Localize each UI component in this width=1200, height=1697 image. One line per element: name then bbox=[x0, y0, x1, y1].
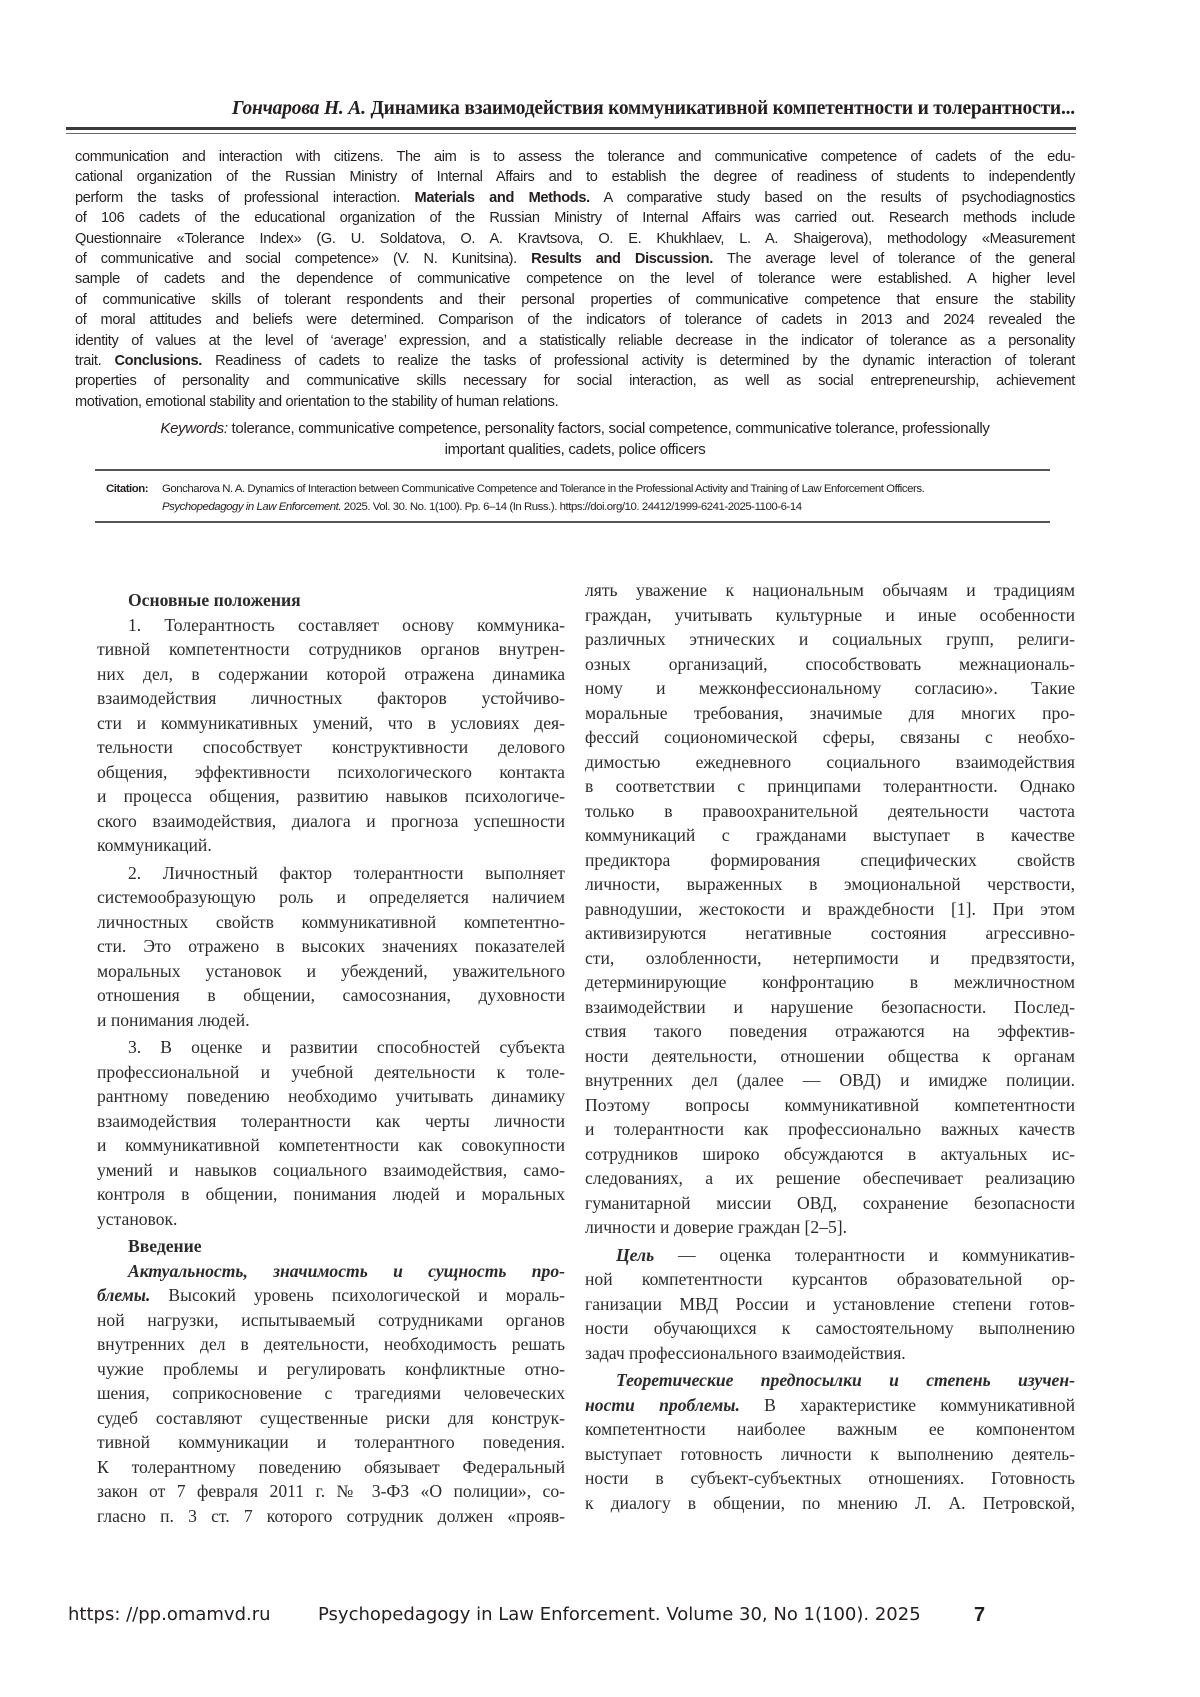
header-rule-thick bbox=[66, 127, 1076, 130]
text-line: фессий социономической сферы, связаны с необхо- bbox=[585, 725, 1075, 750]
citation-journal: Psychopedagogy in Law Enforcement. bbox=[162, 501, 341, 513]
paragraph bbox=[97, 613, 565, 858]
text-line: of 106 cadets of the educational organization of the Russian Ministry of Internal Affairs was carried out. Research methods include bbox=[75, 208, 1075, 228]
footer-url[interactable]: https: //pp.omamvd.ru bbox=[68, 1604, 271, 1625]
paragraph bbox=[97, 861, 565, 1033]
header-rule-thin bbox=[66, 133, 1076, 134]
text-line: Поэтому вопросы коммуникативной компетентности bbox=[585, 1093, 1075, 1118]
text-line: озных организаций, способствовать межнациональ- bbox=[585, 652, 1075, 677]
text-run: The average level of tolerance of the general bbox=[713, 251, 1075, 267]
text-line: только в правоохранительной деятельности частота bbox=[585, 799, 1075, 824]
text-line: К толерантному поведению обязывает Федеральный bbox=[97, 1455, 565, 1480]
text-line: cational organization of the Russian Ministry of Internal Affairs and to establish the degree of readiness of students to independently bbox=[75, 167, 1075, 187]
page-number: 7 bbox=[974, 1604, 985, 1627]
text-line bbox=[75, 249, 1075, 269]
text-line: ствия такого поведения отражаются на эффектив- bbox=[585, 1019, 1075, 1044]
text-run: trait. bbox=[75, 353, 114, 369]
text-line: взаимодействия личностных факторов устойчиво- bbox=[97, 686, 565, 711]
text-line: тивной коммуникации и толерантного поведения. bbox=[97, 1430, 565, 1455]
text-run: A comparative study based on the results of psychodiagnostics bbox=[590, 190, 1075, 206]
text-line: ского взаимодействия, диалога и прогноза успешности bbox=[97, 809, 565, 834]
text-line: тивной компетентности сотрудников органов внутрен- bbox=[97, 637, 565, 662]
text-run: Readiness of cadets to realize the tasks of professional activity is determined by the dynamic interaction of tolerant bbox=[202, 353, 1075, 369]
paragraph bbox=[585, 1243, 1075, 1366]
text-line: тельности способствует конструктивности делового bbox=[97, 735, 565, 760]
text-line: сти, озлобленности, нетерпимости и предвзятости, bbox=[585, 946, 1075, 971]
text-line: и коммуникативной компетентности как совокупности bbox=[97, 1133, 565, 1158]
citation-text-line-2: 2025. Vol. 30. No. 1(100). Pp. 6–14 (In Russ.). https://doi.org/10. 24412/1999-6241-2025-1100-6-14 bbox=[341, 501, 802, 513]
text-line: предиктора формирования специфических свойств bbox=[585, 848, 1075, 873]
right-column bbox=[585, 578, 1075, 1518]
text-line: ному и межконфессиональному согласию». Такие bbox=[585, 676, 1075, 701]
text-run: В характеристике коммуникативной bbox=[740, 1395, 1075, 1415]
text-line bbox=[585, 1368, 1075, 1393]
bold-italic-run: блемы. bbox=[97, 1285, 150, 1305]
text-line: шения, соприкосновение с трагедиями человеческих bbox=[97, 1381, 565, 1406]
text-line: 1. Толерантность составляет основу коммуника- bbox=[97, 613, 565, 638]
text-line: identity of values at the level of ‘average’ expression, and a statistically reliable decrease in the indicator of tolerance as a personality bbox=[75, 331, 1075, 351]
text-line: общения, эффективности психологического контакта bbox=[97, 760, 565, 785]
text-line: коммуникаций. bbox=[97, 833, 565, 858]
text-line: ности обучающихся к самостоятельному выполнению bbox=[585, 1316, 1075, 1341]
citation-rule-bottom bbox=[95, 521, 1050, 523]
text-line: ганизации МВД России и установление степени готов- bbox=[585, 1292, 1075, 1317]
bold-italic-run: Цель bbox=[616, 1245, 654, 1265]
text-line bbox=[585, 1393, 1075, 1418]
text-line: активизируются негативные состояния агрессивно- bbox=[585, 921, 1075, 946]
text-line: задач профессионального взаимодействия. bbox=[585, 1341, 1075, 1366]
text-line: лять уважение к национальным обычаям и традициям bbox=[585, 578, 1075, 603]
footer-journal: Psychopedagogy in Law Enforcement. Volume 30, No 1(100). 2025 bbox=[318, 1604, 921, 1625]
text-line: граждан, учитывать культурные и иные особенности bbox=[585, 603, 1075, 628]
section-heading: Основные положения bbox=[97, 588, 565, 613]
paragraph bbox=[97, 1035, 565, 1231]
text-line: взаимодействия толерантности как черты личности bbox=[97, 1109, 565, 1134]
text-line: гласно п. 3 ст. 7 которого сотрудник должен «прояв- bbox=[97, 1504, 565, 1529]
running-header-title: Динамика взаимодействия коммуникативной компетентности и толерантности... bbox=[370, 98, 1075, 119]
text-line: сотрудников широко обсуждаются в актуальных ис- bbox=[585, 1142, 1075, 1167]
citation-rule-top bbox=[95, 469, 1050, 471]
paragraph bbox=[585, 578, 1075, 1240]
abstract bbox=[75, 147, 1075, 415]
text-line: коммуникаций с гражданами выступает в качестве bbox=[585, 823, 1075, 848]
paragraph bbox=[75, 147, 1075, 412]
text-run: of communicative and social competence» (V. N. Kunitsina). bbox=[75, 251, 531, 267]
text-line bbox=[97, 1259, 565, 1284]
text-line: следованиях, а их решение обеспечивает реализацию bbox=[585, 1166, 1075, 1191]
bold-italic-run: Актуальность, значимость и сущность про- bbox=[128, 1261, 565, 1281]
text-line: детерминирующие конфронтацию в межличностном bbox=[585, 970, 1075, 995]
text-line: в соответствии с принципами толерантности. Однако bbox=[585, 774, 1075, 799]
text-line: of moral attitudes and beliefs were determined. Comparison of the indicators of tolerance of cadets in 2013 and 2024 revealed the bbox=[75, 310, 1075, 330]
text-line bbox=[75, 188, 1075, 208]
text-line: sample of cadets and the dependence of communicative competence on the level of tolerance were established. A higher level bbox=[75, 269, 1075, 289]
text-line: ности в субъект-субъектных отношениях. Готовность bbox=[585, 1466, 1075, 1491]
text-line: of communicative skills of tolerant respondents and their personal properties of communicative competence that ensure the stability bbox=[75, 290, 1075, 310]
citation-label: Citation: bbox=[106, 480, 148, 498]
text-line: личности и доверие граждан [2–5]. bbox=[585, 1215, 1075, 1240]
bold-run: Results and Discussion. bbox=[531, 251, 713, 267]
bold-italic-run: ности проблемы. bbox=[585, 1395, 740, 1415]
text-line: моральные требования, значимые для многих про- bbox=[585, 701, 1075, 726]
text-line: ной компетентности курсантов образовательной ор- bbox=[585, 1267, 1075, 1292]
text-line: выступает готовность личности к выполнению деятель- bbox=[585, 1442, 1075, 1467]
text-line: равнодушии, жестокости и враждебности [1]. При этом bbox=[585, 897, 1075, 922]
keywords-label: Keywords: bbox=[160, 420, 227, 437]
text-line: communication and interaction with citizens. The aim is to assess the tolerance and communicative competence of cadets of the edu- bbox=[75, 147, 1075, 167]
text-line: различных этнических и социальных групп, религи- bbox=[585, 627, 1075, 652]
text-line: motivation, emotional stability and orientation to the stability of human relations. bbox=[75, 392, 1075, 412]
text-line: взаимодействии и нарушение безопасности. Послед- bbox=[585, 995, 1075, 1020]
text-line bbox=[75, 351, 1075, 371]
text-line: личностных свойств коммуникативной компетентно- bbox=[97, 910, 565, 935]
text-line: properties of personality and communicative skills necessary for social interaction, as well as social entrepreneurship, achievement bbox=[75, 371, 1075, 391]
paragraph bbox=[97, 1259, 565, 1529]
text-line: них дел, в содержании которой отражена динамика bbox=[97, 662, 565, 687]
citation-text-line-1: Goncharova N. A. Dynamics of Interaction between Communicative Competence and Tolerance in the Professional Activity and Training of Law Enforcement Officers. bbox=[162, 480, 1046, 498]
text-line: 3. В оценке и развитии способностей субъекта bbox=[97, 1035, 565, 1060]
text-run: — оценка толерантности и коммуникатив- bbox=[654, 1245, 1075, 1265]
running-header-author: Гончарова Н. А. bbox=[232, 98, 366, 119]
text-line: чужие проблемы и регулировать конфликтные отно- bbox=[97, 1357, 565, 1382]
text-run: Высокий уровень психологической и мораль- bbox=[150, 1285, 565, 1305]
text-line: гуманитарной миссии ОВД, сохранение безопасности bbox=[585, 1191, 1075, 1216]
section-heading: Введение bbox=[97, 1234, 565, 1259]
text-line: установок. bbox=[97, 1207, 565, 1232]
text-line: рантному поведению необходимо учитывать динамику bbox=[97, 1084, 565, 1109]
text-line: сти. Это отражено в высоких значениях показателей bbox=[97, 934, 565, 959]
left-column bbox=[97, 588, 565, 1531]
text-line: умений и навыков социального взаимодействия, само- bbox=[97, 1158, 565, 1183]
running-header bbox=[60, 98, 1075, 120]
text-line: профессиональной и учебной деятельности к толе- bbox=[97, 1060, 565, 1085]
text-line: и процесса общения, развитию навыков психологиче- bbox=[97, 784, 565, 809]
keywords-line-2: important qualities, cadets, police officers bbox=[70, 439, 1080, 460]
text-line: компетентности наиболее важным ее компонентом bbox=[585, 1417, 1075, 1442]
text-line: отношения в общении, самосознания, духовности bbox=[97, 983, 565, 1008]
paragraph bbox=[585, 1368, 1075, 1515]
text-line: димостью ежедневного социального взаимодействия bbox=[585, 750, 1075, 775]
text-line: ности деятельности, отношении общества к органам bbox=[585, 1044, 1075, 1069]
text-line: сти и коммуникативных умений, что в условиях дея- bbox=[97, 711, 565, 736]
text-line: 2. Личностный фактор толерантности выполняет bbox=[97, 861, 565, 886]
text-line: ной нагрузки, испытываемый сотрудниками органов bbox=[97, 1308, 565, 1333]
text-line: моральных установок и убеждений, уважительного bbox=[97, 959, 565, 984]
keywords bbox=[70, 418, 1080, 460]
keywords-line-1: tolerance, communicative competence, personality factors, social competence, communicative tolerance, professionally bbox=[228, 420, 990, 437]
bold-run: Conclusions. bbox=[114, 353, 201, 369]
text-line: контроля в общении, понимания людей и моральных bbox=[97, 1182, 565, 1207]
text-line: судеб составляют существенные риски для конструк- bbox=[97, 1406, 565, 1431]
citation bbox=[106, 480, 1046, 516]
text-line: и толерантности как профессионально важных качеств bbox=[585, 1117, 1075, 1142]
text-line: к диалогу в общении, по мнению Л. А. Петровской, bbox=[585, 1491, 1075, 1516]
text-line: личности, выраженных в эмоциональной черствости, bbox=[585, 872, 1075, 897]
text-line bbox=[97, 1283, 565, 1308]
text-line bbox=[585, 1243, 1075, 1268]
text-run: perform the tasks of professional interaction. bbox=[75, 190, 415, 206]
text-line: системообразующую роль и определяется наличием bbox=[97, 885, 565, 910]
text-line: Questionnaire «Tolerance Index» (G. U. Soldatova, O. A. Kravtsova, O. E. Khukhlaev, L. A. Shaigerova), methodology «Measurement bbox=[75, 229, 1075, 249]
text-line: внутренних дел (далее — ОВД) и имидже полиции. bbox=[585, 1068, 1075, 1093]
text-line: закон от 7 февраля 2011 г. № 3-ФЗ «О полиции», со- bbox=[97, 1479, 565, 1504]
text-line: внутренних дел в деятельности, необходимость решать bbox=[97, 1332, 565, 1357]
text-line: и понимания людей. bbox=[97, 1008, 565, 1033]
bold-run: Materials and Methods. bbox=[415, 190, 590, 206]
bold-italic-run: Теоретические предпосылки и степень изучен- bbox=[616, 1370, 1075, 1390]
